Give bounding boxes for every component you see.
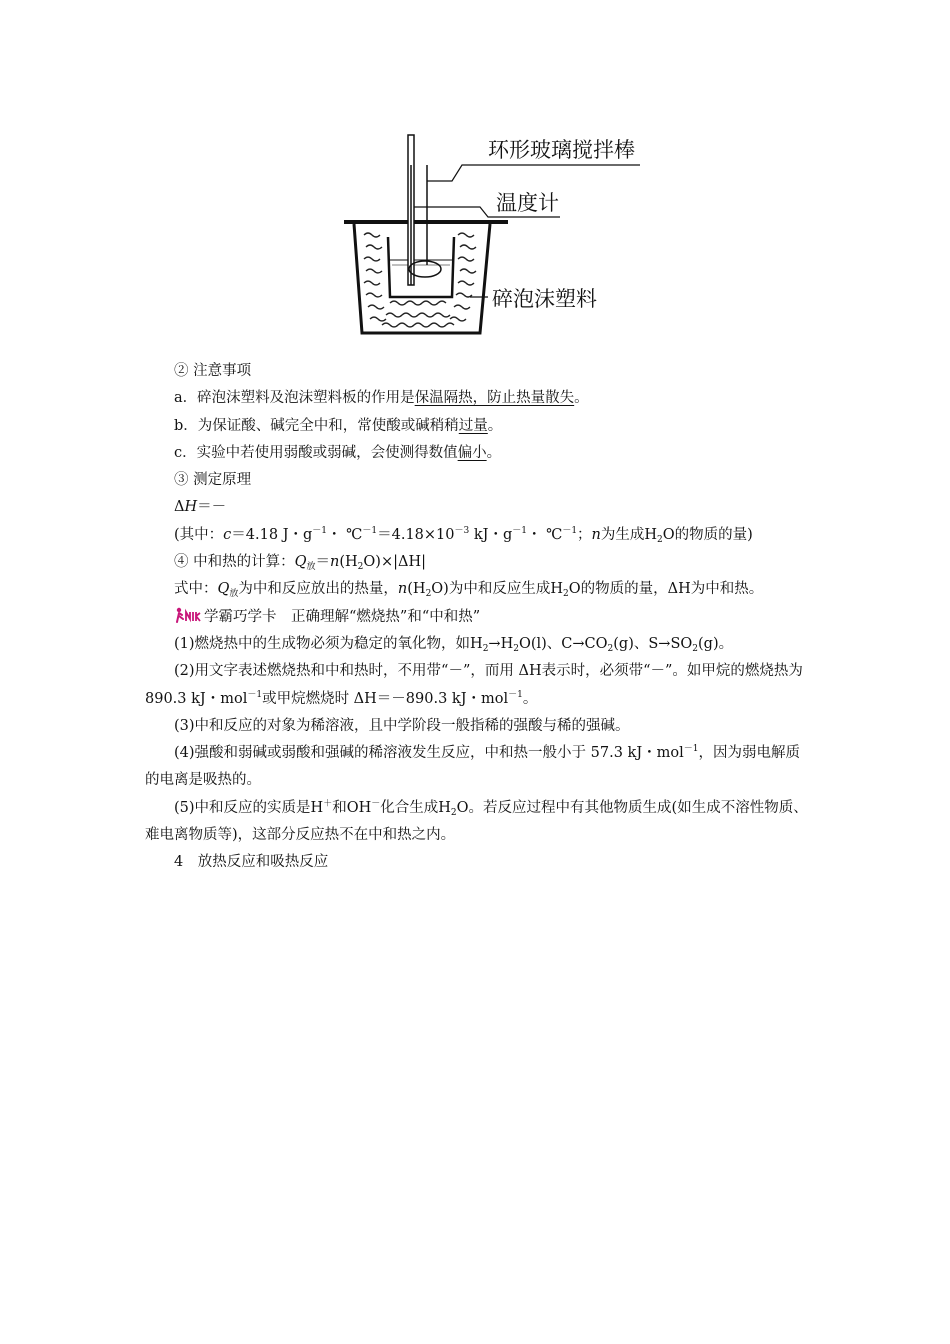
calorimeter-figure bbox=[330, 125, 660, 357]
label-foam: 碎泡沫塑料 bbox=[492, 287, 597, 311]
xueba-card-icon bbox=[174, 607, 202, 623]
inner-beaker bbox=[388, 237, 454, 297]
card-point-1: (1)燃烧热中的生成物必须为稳定的氧化物，如$H_2\to H_2O(l)$、$C\to CO_2(g)$、$S\to SO_2(g)$。 bbox=[174, 635, 734, 654]
body-text bbox=[145, 358, 810, 877]
notes-heading: ② 注意事项 bbox=[174, 363, 252, 379]
calc-formula: ④ 中和热的计算：$Q_放=n(H_2O)\times|\Delta H|$ bbox=[174, 554, 426, 573]
principle-formula: ΔH＝－ bbox=[174, 499, 227, 516]
study-card-title: 学霸巧学卡 正确理解“燃烧热”和“中和热” bbox=[145, 604, 810, 631]
card-point-3: (3)中和反应的对象为稀溶液，且中学阶段一般指稀的强酸与稀的强碱。 bbox=[174, 717, 630, 734]
calc-description: 式中：$Q_放$为中和反应放出的热量，$n(H_2O)$为中和反应生成$H_2O$的物质的量，ΔH为中和热。 bbox=[174, 581, 764, 600]
card-point-4: (4)强酸和弱碱或弱酸和强碱的稀溶液发生反应，中和热一般小于 57.3 kJ・mol$^{-1}$，因为弱电解质的电离是吸热的。 bbox=[145, 744, 800, 789]
card-point-5: (5)中和反应的实质是H＋和OH－化合生成$H_2O$。若反应过程中有其他物质生成(如生成不溶性物质、难电离物质等)，这部分反应热不在中和热之内。 bbox=[145, 798, 808, 844]
note-c: c．实验中若使用弱酸或弱碱，会使测得数值偏小。 bbox=[174, 444, 502, 461]
note-b: b．为保证酸、碱完全中和，常使酸或碱稍稍过量。 bbox=[174, 417, 503, 434]
note-a: a．碎泡沫塑料及泡沫塑料板的作用是保温隔热，防止热量散失。 bbox=[174, 390, 589, 407]
section-4-heading: 4 放热反应和吸热反应 bbox=[174, 854, 329, 871]
principle-heading: ③ 测定原理 bbox=[174, 472, 252, 489]
principle-where: (其中：c＝4.18 J・$g^{-1}$・ $℃^{-1}=4.18\times 10^{-3}$ kJ・$g^{-1}$・ ℃$^{-1}$；n为生成$H_2O$的物质的量) bbox=[174, 525, 753, 545]
label-thermometer: 温度计 bbox=[496, 191, 559, 215]
calorimeter-diagram bbox=[330, 125, 660, 357]
card-point-2: (2)用文字表述燃烧热和中和热时，不用带“－”，而用 ΔH表示时，必须带“－”。如甲烷的燃烧热为890.3 kJ・mol$^{-1}$或甲烷燃烧时 ΔH＝－890.3 kJ・mol$^{-1}$。 bbox=[145, 663, 803, 707]
label-stirrer: 环形玻璃搅拌棒 bbox=[488, 138, 635, 162]
foam-filling bbox=[364, 233, 476, 327]
stirrer-leader bbox=[427, 165, 640, 181]
